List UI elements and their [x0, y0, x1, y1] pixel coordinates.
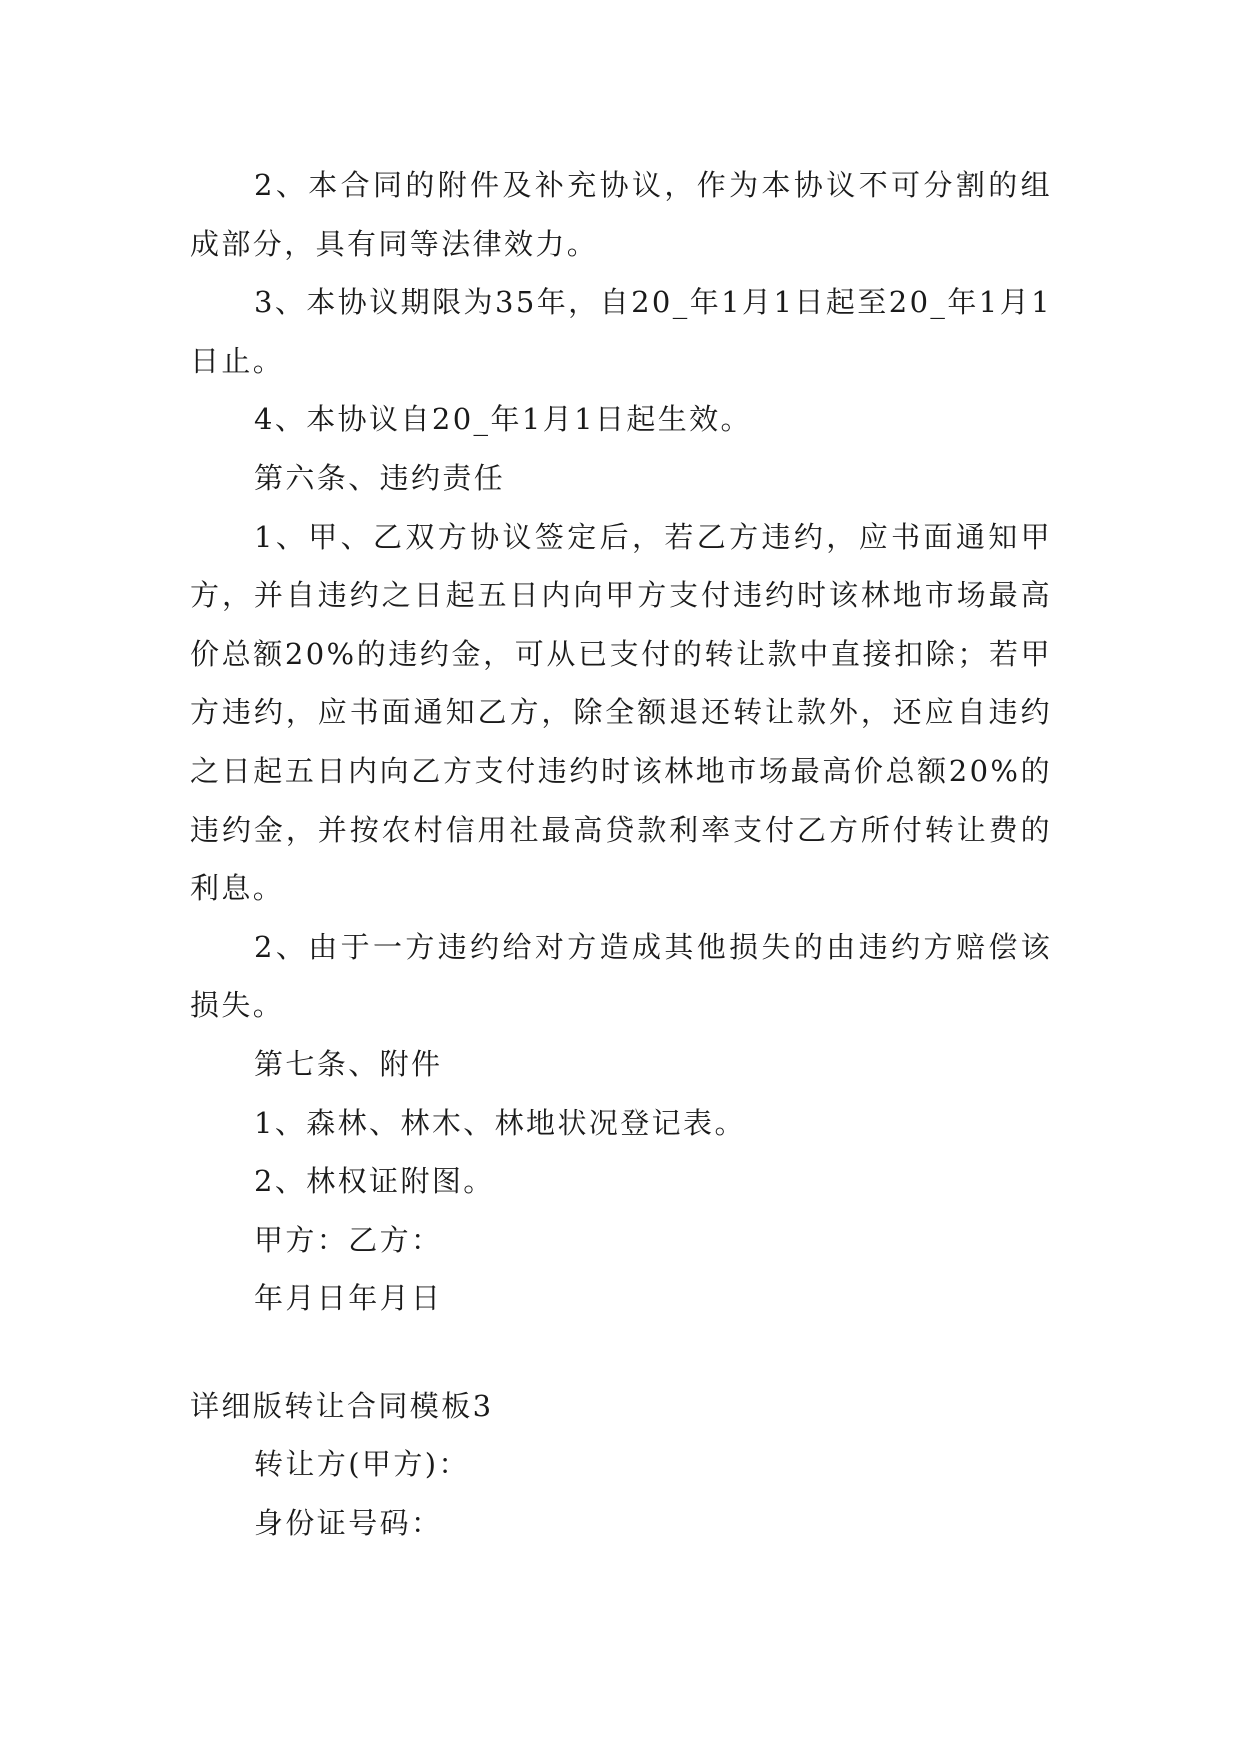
paragraph-breach-clause-2: 2、由于一方违约给对方造成其他损失的由违约方赔偿该损失。 — [190, 929, 1052, 1023]
paragraph-term-clause: 3、本协议期限为35年，自20_年1月1日起至20_年1月1日止。 — [190, 285, 1052, 378]
attachment-item-2: 2、林权证附图。 — [254, 1164, 495, 1199]
id-number-field: 身份证号码： — [254, 1506, 443, 1541]
signature-dates-line: 年月日年月日 — [254, 1281, 443, 1316]
paragraph-breach-clause-1: 1、甲、乙双方协议签定后，若乙方违约，应书面通知甲方，并自违约之日起五日内向甲方支付违约时该林地市场最高价总额20%的违约金，可从已支付的转让款中直接扣除；若甲方违约，应书面通知乙方，除全额退还转让款外，还应自违约之日起五日内向乙方支付违约时该林地市场最高价总额20%的违约金，并按农村信用社最高贷款利率支付乙方所付转让费的利息。 — [190, 519, 1052, 906]
section-title: 详细版转让合同模板3 — [190, 1388, 494, 1423]
signature-parties-line: 甲方：乙方： — [254, 1222, 443, 1257]
article-seven-heading: 第七条、附件 — [254, 1046, 443, 1081]
article-six-heading: 第六条、违约责任 — [254, 460, 506, 495]
attachment-item-1: 1、森林、林木、林地状况登记表。 — [254, 1105, 746, 1140]
transferor-party-field: 转让方(甲方)： — [254, 1447, 470, 1482]
paragraph-effective-clause: 4、本协议自20_年1月1日起生效。 — [254, 402, 752, 437]
paragraph-attachments-clause: 2、本合同的附件及补充协议，作为本协议不可分割的组成部分，具有同等法律效力。 — [190, 168, 1052, 261]
document-body — [190, 156, 1052, 1553]
